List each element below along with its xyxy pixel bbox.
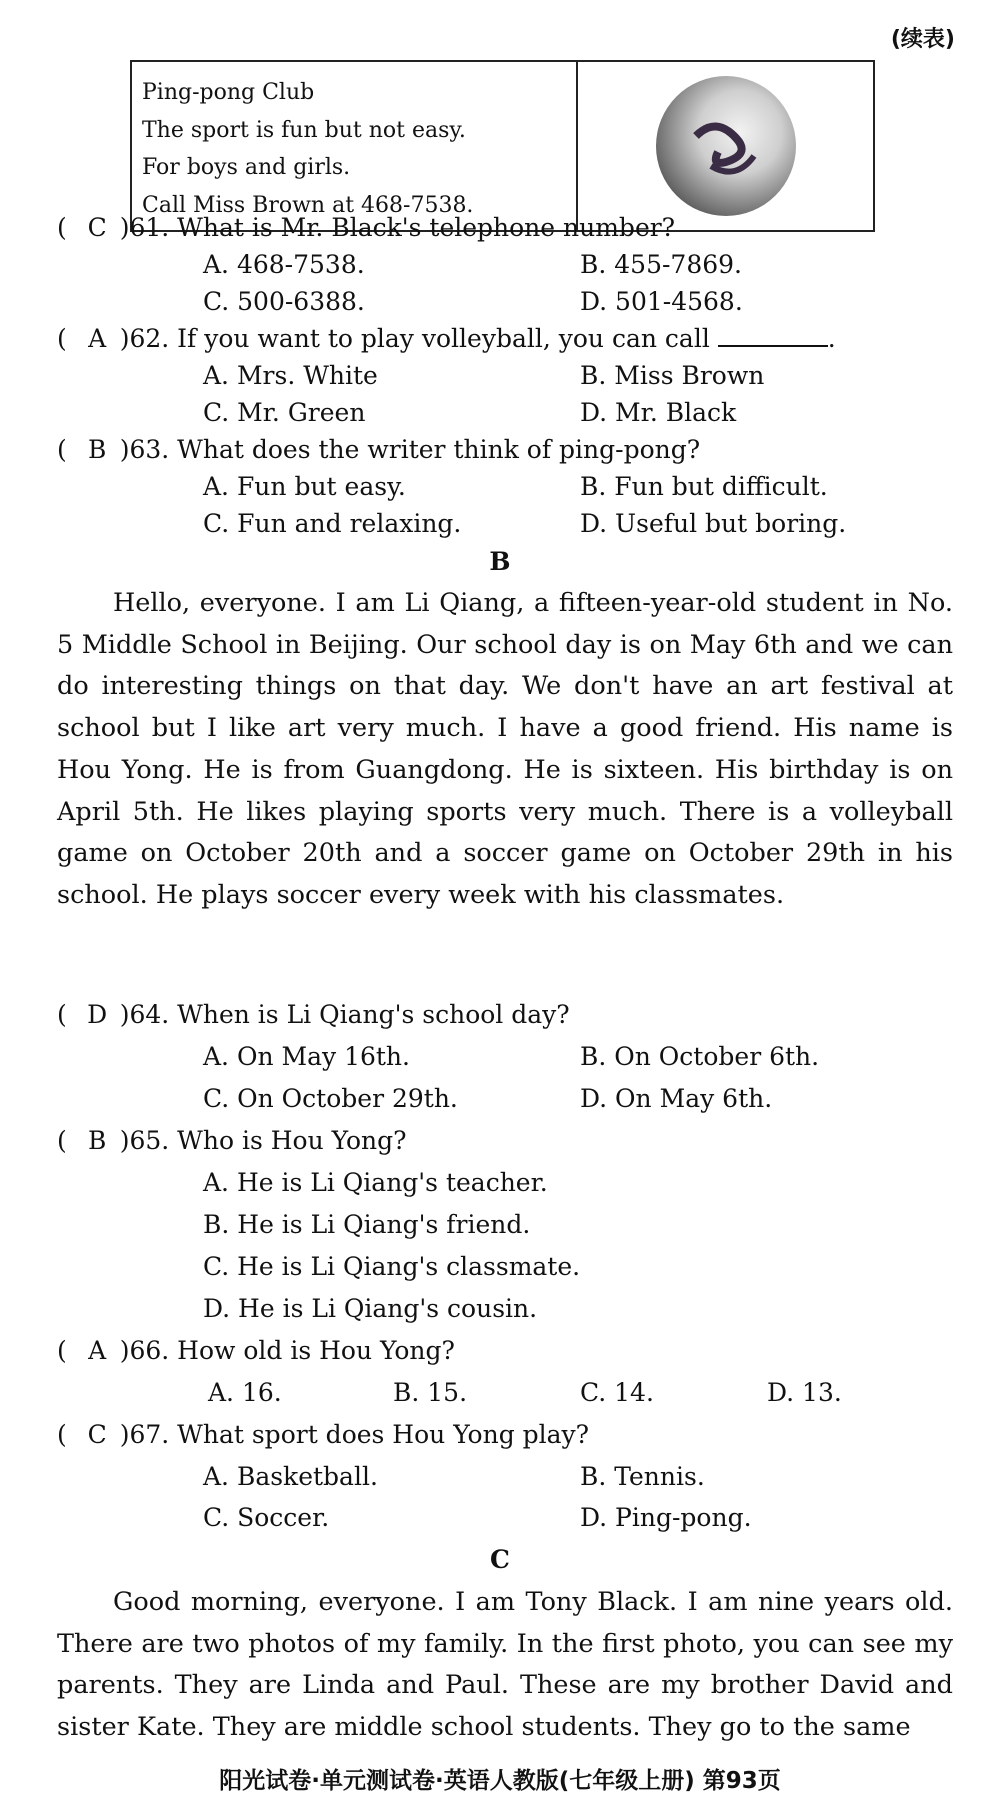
notice-table <box>130 60 875 232</box>
option-61-a: A. 468-7538. <box>203 250 365 279</box>
answer-65: B <box>88 1126 107 1155</box>
question-61-text: )61. What is Mr. Black's telephone number? <box>119 213 676 242</box>
option-65-d: D. He is Li Qiang's cousin. <box>203 1294 538 1323</box>
notice-line: Call Miss Brown at 468-7538. <box>142 192 474 218</box>
option-64-b: B. On October 6th. <box>580 1042 820 1071</box>
option-65-b: B. He is Li Qiang's friend. <box>203 1210 531 1239</box>
option-63-c: C. Fun and relaxing. <box>203 509 462 538</box>
notice-text <box>132 62 578 230</box>
option-66-a: A. 16. <box>208 1378 282 1407</box>
option-63-d: D. Useful but boring. <box>580 509 847 538</box>
answer-61: C <box>87 213 107 242</box>
option-67-c: C. Soccer. <box>203 1503 330 1532</box>
option-61-b: B. 455-7869. <box>580 250 742 279</box>
question-63-text: )63. What does the writer think of ping-pong? <box>119 435 701 464</box>
option-64-c: C. On October 29th. <box>203 1084 458 1113</box>
swirl-icon <box>656 76 796 216</box>
question-67: ( C )67. What sport does Hou Yong play? <box>57 1420 590 1449</box>
answer-64: D <box>87 1000 108 1029</box>
option-63-a: A. Fun but easy. <box>203 472 406 501</box>
option-66-c: C. 14. <box>580 1378 654 1407</box>
notice-line: For boys and girls. <box>142 155 351 180</box>
option-62-d: D. Mr. Black <box>580 398 737 427</box>
question-64-text: )64. When is Li Qiang's school day? <box>119 1000 570 1029</box>
notice-line: Ping-pong Club <box>142 80 315 105</box>
option-62-b: B. Miss Brown <box>580 361 765 390</box>
answer-67: C <box>87 1420 107 1449</box>
answer-62: A <box>88 324 107 353</box>
option-63-b: B. Fun but difficult. <box>580 472 828 501</box>
option-67-d: D. Ping-pong. <box>580 1503 752 1532</box>
option-67-b: B. Tennis. <box>580 1462 705 1491</box>
notice-line: The sport is fun but not easy. <box>142 117 466 143</box>
section-b-passage: Hello, everyone. I am Li Qiang, a fifteen-year-old student in No. 5 Middle School in Beijing. Our school day is on May 6th and we can do interesting things on that day. We don't have an art festival at school but I like art very much. I have a good friend. His name is Hou Yong. He is from Guangdong. He is sixteen. His birthday is on April 5th. He likes playing sports very much. There is a volleyball game on October 20th and a soccer game on October 29th in his school. He plays soccer every week with his classmates. <box>57 588 953 910</box>
option-65-a: A. He is Li Qiang's teacher. <box>203 1168 548 1197</box>
question-62-text: )62. If you want to play volleyball, you can call <box>119 324 710 353</box>
answer-blank <box>718 325 828 347</box>
option-65-c: C. He is Li Qiang's classmate. <box>203 1252 581 1281</box>
section-b-title: B <box>489 547 511 576</box>
question-64: ( D )64. When is Li Qiang's school day? <box>57 1000 570 1029</box>
question-61: ( C )61. What is Mr. Black's telephone number? <box>57 213 676 242</box>
page-footer: 阳光试卷·单元测试卷·英语人教版(七年级上册) 第93页 <box>219 1768 781 1794</box>
answer-63: B <box>88 435 107 464</box>
option-61-c: C. 500-6388. <box>203 287 365 316</box>
option-64-a: A. On May 16th. <box>203 1042 410 1071</box>
option-66-b: B. 15. <box>393 1378 468 1407</box>
question-65: ( B )65. Who is Hou Yong? <box>57 1126 407 1155</box>
question-66: ( A )66. How old is Hou Yong? <box>57 1336 455 1365</box>
notice-image <box>578 62 873 230</box>
option-64-d: D. On May 6th. <box>580 1084 773 1113</box>
question-62: ( A )62. If you want to play volleyball, you can call . <box>57 324 836 353</box>
question-65-text: )65. Who is Hou Yong? <box>119 1126 407 1155</box>
question-67-text: )67. What sport does Hou Yong play? <box>119 1420 590 1449</box>
option-66-d: D. 13. <box>767 1378 842 1407</box>
ping-pong-ball-image <box>656 76 796 216</box>
option-62-c: C. Mr. Green <box>203 398 366 427</box>
answer-66: A <box>88 1336 107 1365</box>
question-63: ( B )63. What does the writer think of ping-pong? <box>57 435 701 464</box>
question-66-text: )66. How old is Hou Yong? <box>119 1336 455 1365</box>
option-67-a: A. Basketball. <box>203 1462 378 1491</box>
continued-label: (续表) <box>890 27 955 52</box>
section-c-passage: Good morning, everyone. I am Tony Black. I am nine years old. There are two photos of my family. In the first photo, you can see my parents. They are Linda and Paul. These are my brother David and sister Kate. They are middle school students. They go to the same <box>57 1587 953 1743</box>
question-62-end: . <box>827 324 836 353</box>
option-61-d: D. 501-4568. <box>580 287 743 316</box>
option-62-a: A. Mrs. White <box>203 361 378 390</box>
section-c-title: C <box>490 1545 510 1574</box>
